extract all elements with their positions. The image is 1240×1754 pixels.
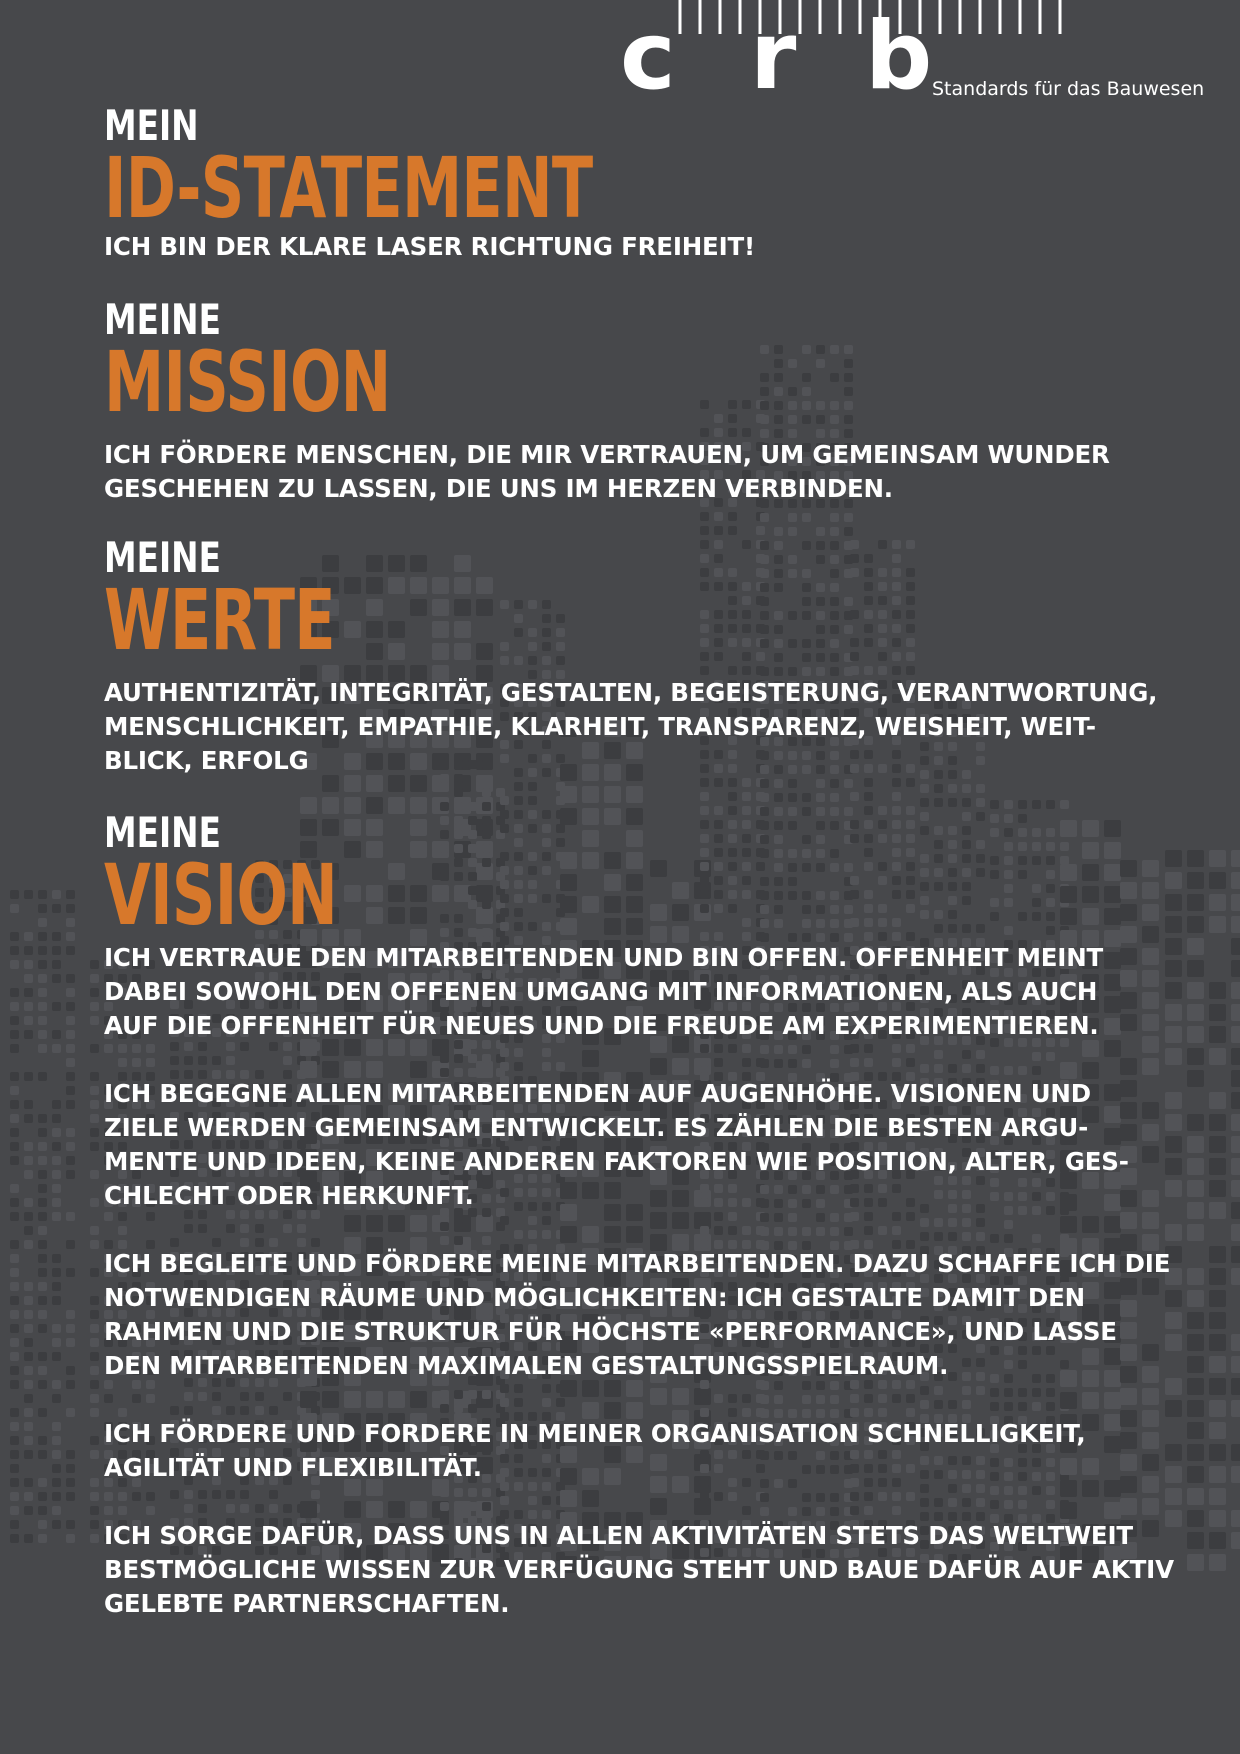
mission-kicker: MEINE bbox=[104, 295, 221, 344]
vision-text-line: ICH BEGLEITE UND FÖRDERE MEINE MITARBEITENDEN. DAZU SCHAFFE ICH DIE bbox=[104, 1249, 1171, 1278]
werte-heading: WERTE bbox=[104, 571, 335, 669]
vision-paragraph bbox=[104, 1247, 1184, 1383]
werte-text bbox=[104, 676, 1184, 778]
mission-text-line: ICH FÖRDERE MENSCHEN, DIE MIR VERTRAUEN, UM GEMEINSAM WUNDER bbox=[104, 440, 1110, 469]
vision-heading: VISION bbox=[104, 846, 338, 944]
vision-text-line: GELEBTE PARTNERSCHAFTEN. bbox=[104, 1589, 510, 1618]
werte-kicker: MEINE bbox=[104, 533, 221, 582]
vision-paragraph bbox=[104, 1519, 1184, 1621]
vision-text-line: MENTE UND IDEEN, KEINE ANDEREN FAKTOREN WIE POSITION, ALTER, GES- bbox=[104, 1147, 1129, 1176]
vision-kicker: MEINE bbox=[104, 808, 221, 857]
mission-text-line: GESCHEHEN ZU LASSEN, DIE UNS IM HERZEN VERBINDEN. bbox=[104, 474, 893, 503]
werte-text-line: MENSCHLICHKEIT, EMPATHIE, KLARHEIT, TRANSPARENZ, WEISHEIT, WEIT- bbox=[104, 712, 1096, 741]
vision-text-line: AGILITÄT UND FLEXIBILITÄT. bbox=[104, 1453, 482, 1482]
vision-text-line: ICH VERTRAUE DEN MITARBEITENDEN UND BIN OFFEN. OFFENHEIT MEINT bbox=[104, 943, 1104, 972]
id-statement-section bbox=[104, 101, 1184, 264]
crb-logo bbox=[620, 0, 1205, 111]
vision-paragraph bbox=[104, 1077, 1184, 1213]
vision-paragraph bbox=[104, 941, 1184, 1043]
logo-letter-r: r bbox=[750, 2, 797, 111]
logo-tagline: Standards für das Bauwesen bbox=[932, 78, 1205, 100]
vision-text-line: ICH FÖRDERE UND FORDERE IN MEINER ORGANISATION SCHNELLIGKEIT, bbox=[104, 1419, 1086, 1448]
vision-text-line: ICH BEGEGNE ALLEN MITARBEITENDEN AUF AUGENHÖHE. VISIONEN UND bbox=[104, 1079, 1091, 1108]
vision-text-line: ZIELE WERDEN GEMEINSAM ENTWICKELT. ES ZÄHLEN DIE BESTEN ARGU- bbox=[104, 1113, 1089, 1142]
werte-text-line: AUTHENTIZITÄT, INTEGRITÄT, GESTALTEN, BEGEISTERUNG, VERANTWORTUNG, bbox=[104, 678, 1158, 707]
vision-text-line: BESTMÖGLICHE WISSEN ZUR VERFÜGUNG STEHT UND BAUE DAFÜR AUF AKTIV bbox=[104, 1555, 1174, 1584]
id-statement-kicker: MEIN bbox=[104, 101, 199, 150]
vision-section bbox=[104, 808, 1184, 1655]
id-statement-text: ICH BIN DER KLARE LASER RICHTUNG FREIHEIT! bbox=[104, 232, 755, 261]
id-statement-heading: ID-STATEMENT bbox=[104, 139, 593, 237]
vision-text-line: ICH SORGE DAFÜR, DASS UNS IN ALLEN AKTIVITÄTEN STETS DAS WELTWEIT bbox=[104, 1521, 1133, 1550]
vision-text-line: DEN MITARBEITENDEN MAXIMALEN GESTALTUNGSSPIELRAUM. bbox=[104, 1351, 949, 1380]
logo-letter-c: c bbox=[620, 2, 676, 111]
vision-text-line: NOTWENDIGEN RÄUME UND MÖGLICHKEITEN: ICH GESTALTE DAMIT DEN bbox=[104, 1283, 1085, 1312]
vision-text-line: AUF DIE OFFENHEIT FÜR NEUES UND DIE FREUDE AM EXPERIMENTIEREN. bbox=[104, 1011, 1099, 1040]
werte-section bbox=[104, 533, 1184, 778]
vision-text-line: DABEI SOWOHL DEN OFFENEN UMGANG MIT INFORMATIONEN, ALS AUCH bbox=[104, 977, 1098, 1006]
mission-heading: MISSION bbox=[104, 333, 391, 431]
mission-text bbox=[104, 438, 1184, 506]
logo-letter-b: b bbox=[865, 2, 933, 111]
vision-paragraph bbox=[104, 1417, 1184, 1485]
vision-text bbox=[104, 941, 1184, 1621]
vision-text-line: CHLECHT ODER HERKUNFT. bbox=[104, 1181, 474, 1210]
werte-text-line: BLICK, ERFOLG bbox=[104, 746, 309, 775]
mission-section bbox=[104, 295, 1184, 506]
vision-text-line: RAHMEN UND DIE STRUKTUR FÜR HÖCHSTE «PERFORMANCE», UND LASSE bbox=[104, 1317, 1117, 1346]
